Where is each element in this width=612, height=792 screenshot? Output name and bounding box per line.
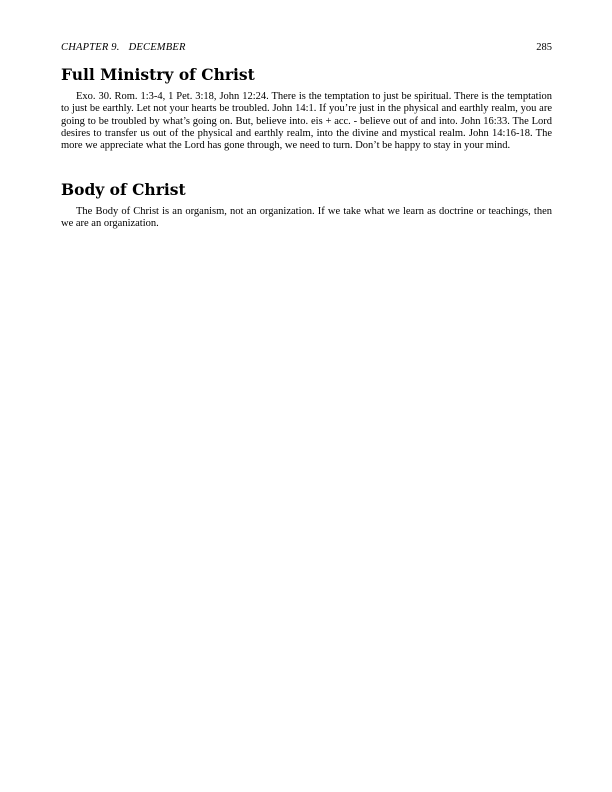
- chapter-name: DECEMBER: [128, 42, 186, 53]
- section-paragraph-full-ministry-of-christ: Exo. 30. Rom. 1:3-4, 1 Pet. 3:18, John 12:24. There is the temptation to just be spiritual. There is the temptation to just be earthly. Let not your hearts be troubled. John 14:1. If you’re just in the physical and earthly realm, you are going to be troubled by what’s going on. But, believe into. eis + acc. - believe out of and into. John 16:33. The Lord desires to transfer us out of the physical and earthly realm, into the divine and mystical realm. John 14:16-18. The more we appreciate what the Lord has gone through, we need to turn. Don’t be happy to stay in your mind.: [61, 91, 552, 152]
- section-heading-body-of-christ: Body of Christ: [61, 180, 186, 199]
- chapter-label: CHAPTER 9.: [61, 42, 120, 53]
- running-header: [61, 42, 552, 54]
- section-heading-full-ministry-of-christ: Full Ministry of Christ: [61, 65, 255, 84]
- running-header-chapter: [61, 42, 186, 54]
- page-number: 285: [536, 42, 552, 53]
- section-paragraph-body-of-christ: The Body of Christ is an organism, not an organization. If we take what we learn as doctrine or teachings, then we are an organization.: [61, 206, 552, 230]
